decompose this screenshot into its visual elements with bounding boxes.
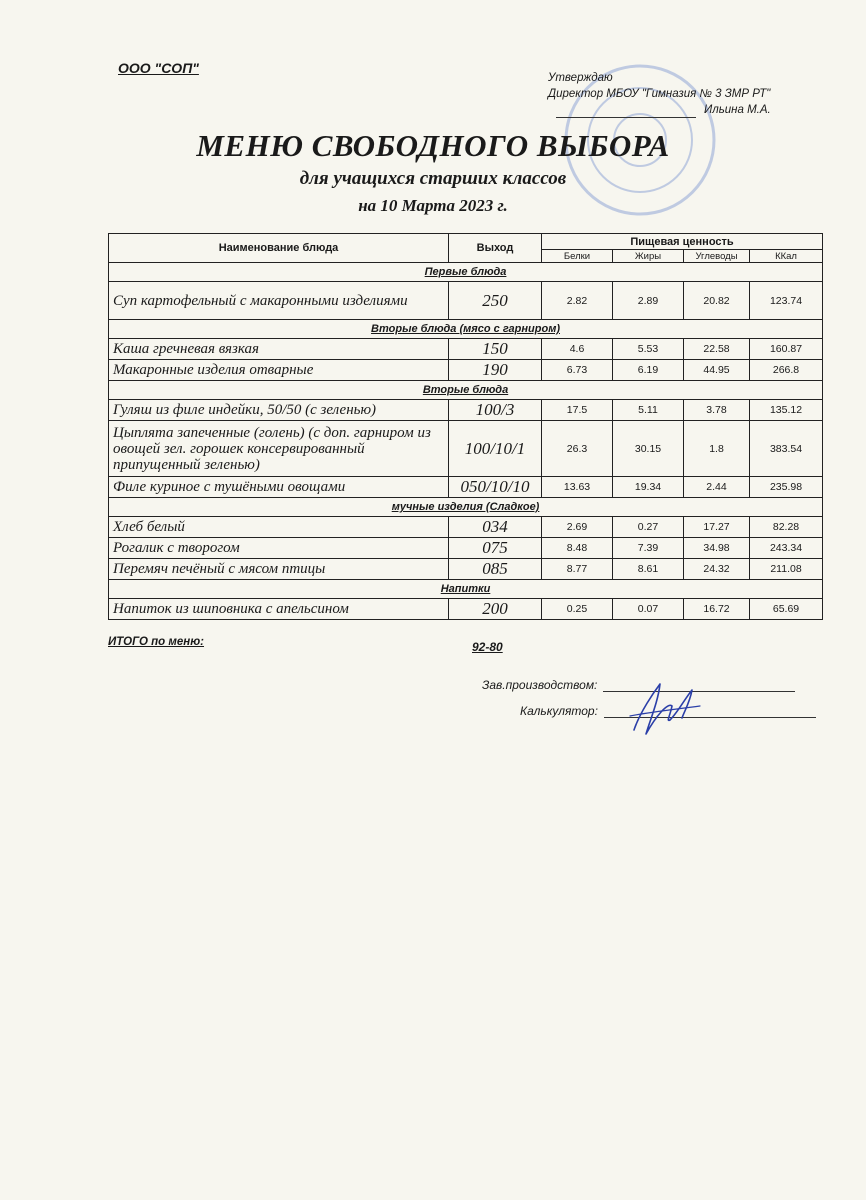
table-row [109,517,823,538]
approve-signature-line [556,105,696,118]
table-row [109,421,823,477]
dish-fat: 8.61 [613,559,684,580]
table-row [109,559,823,580]
calculator-label: Калькулятор: [520,704,598,718]
approve-name: Ильина М.А. [704,104,771,116]
dish-carbs: 17.27 [684,517,750,538]
dish-protein: 17.5 [542,400,613,421]
dish-name: Цыплята запеченные (голень) (с доп. гарниром из овощей зел. горошек консервированный припущенный зеленью) [109,421,449,477]
dish-output: 200 [449,599,542,620]
dish-name: Гуляш из филе индейки, 50/50 (с зеленью) [109,400,449,421]
menu-table [108,233,823,620]
dish-carbs: 34.98 [684,538,750,559]
section-title: Напитки [109,580,823,599]
dish-carbs: 20.82 [684,282,750,320]
table-row [109,339,823,360]
dish-protein: 6.73 [542,360,613,381]
dish-name: Суп картофельный с макаронными изделиями [109,282,449,320]
page-title: МЕНЮ СВОБОДНОГО ВЫБОРА [196,128,670,163]
dish-fat: 0.07 [613,599,684,620]
dish-fat: 7.39 [613,538,684,559]
section-title: мучные изделия (Сладкое) [109,498,823,517]
dish-fat: 5.11 [613,400,684,421]
dish-output: 034 [449,517,542,538]
table-row [109,538,823,559]
dish-name: Филе куриное с тушёными овощами [109,477,449,498]
section-title: Вторые блюда (мясо с гарниром) [109,320,823,339]
col-protein-header: Белки [542,250,613,263]
dish-carbs: 2.44 [684,477,750,498]
dish-carbs: 3.78 [684,400,750,421]
dish-protein: 2.82 [542,282,613,320]
handwritten-signature-icon [620,672,710,742]
dish-output: 150 [449,339,542,360]
approval-block [548,70,838,118]
total-value: 92-80 [472,640,503,654]
dish-protein: 0.25 [542,599,613,620]
dish-name: Макаронные изделия отварные [109,360,449,381]
dish-protein: 8.48 [542,538,613,559]
approve-position: Директор МБОУ "Гимназия № 3 ЗМР РТ" [548,88,771,100]
dish-protein: 2.69 [542,517,613,538]
dish-name: Каша гречневая вязкая [109,339,449,360]
dish-name: Хлеб белый [109,517,449,538]
dish-fat: 30.15 [613,421,684,477]
dish-protein: 26.3 [542,421,613,477]
dish-protein: 8.77 [542,559,613,580]
dish-fat: 19.34 [613,477,684,498]
dish-kcal: 65.69 [750,599,823,620]
dish-carbs: 44.95 [684,360,750,381]
dish-protein: 4.6 [542,339,613,360]
dish-carbs: 1.8 [684,421,750,477]
dish-output: 075 [449,538,542,559]
dish-fat: 5.53 [613,339,684,360]
dish-kcal: 235.98 [750,477,823,498]
dish-output: 250 [449,282,542,320]
table-row [109,400,823,421]
table-row [109,360,823,381]
dish-kcal: 243.34 [750,538,823,559]
dish-carbs: 16.72 [684,599,750,620]
dish-kcal: 160.87 [750,339,823,360]
page-subtitle: для учащихся старших классов [299,168,567,189]
approve-label: Утверждаю [548,72,613,84]
dish-name: Напиток из шиповника с апельсином [109,599,449,620]
total-label: ИТОГО по меню: [108,636,205,648]
dish-output: 085 [449,559,542,580]
dish-fat: 0.27 [613,517,684,538]
col-name-header: Наименование блюда [109,234,449,263]
dish-name: Рогалик с творогом [109,538,449,559]
dish-kcal: 135.12 [750,400,823,421]
dish-kcal: 123.74 [750,282,823,320]
col-nutrition-header: Пищевая ценность [542,234,823,250]
table-row [109,477,823,498]
col-fat-header: Жиры [613,250,684,263]
section-title: Первые блюда [109,263,823,282]
dish-kcal: 383.54 [750,421,823,477]
dish-name: Перемяч печёный с мясом птицы [109,559,449,580]
dish-carbs: 24.32 [684,559,750,580]
col-output-header: Выход [449,234,542,263]
dish-fat: 2.89 [613,282,684,320]
dish-protein: 13.63 [542,477,613,498]
manager-label: Зав.производством: [482,678,598,692]
dish-output: 100/3 [449,400,542,421]
company-name: ООО "СОП" [118,60,199,76]
dish-kcal: 82.28 [750,517,823,538]
col-kcal-header: ККал [750,250,823,263]
dish-kcal: 266.8 [750,360,823,381]
dish-output: 100/10/1 [449,421,542,477]
table-row [109,599,823,620]
menu-date: на 10 Марта 2023 г. [358,196,508,215]
dish-output: 050/10/10 [449,477,542,498]
dish-output: 190 [449,360,542,381]
section-title: Вторые блюда [109,381,823,400]
dish-fat: 6.19 [613,360,684,381]
dish-carbs: 22.58 [684,339,750,360]
table-row [109,282,823,320]
dish-kcal: 211.08 [750,559,823,580]
col-carbs-header: Углеводы [684,250,750,263]
